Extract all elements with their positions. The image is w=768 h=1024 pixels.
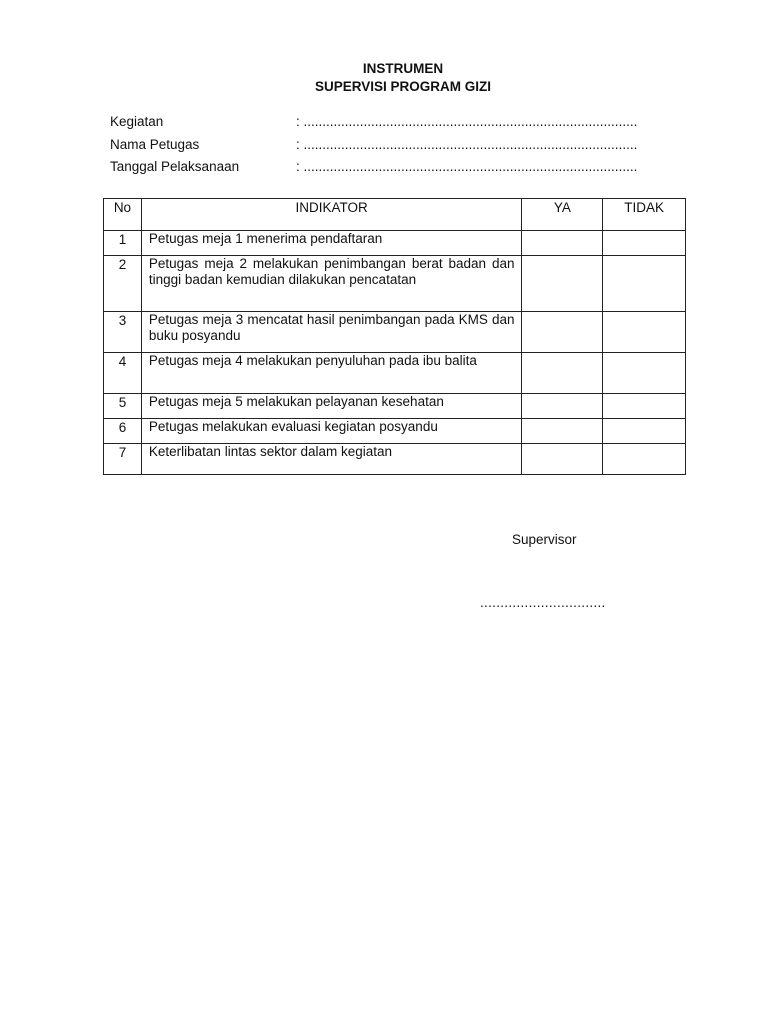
row-ya-cell[interactable] — [522, 312, 603, 353]
row-number-text: 4 — [118, 354, 127, 369]
table-header-row — [104, 199, 686, 231]
field-nama-petugas — [110, 135, 692, 155]
field-blank[interactable]: : ......................................................................................... — [296, 159, 638, 174]
row-tidak-cell[interactable] — [603, 419, 686, 444]
row-number-text: 1 — [118, 232, 127, 247]
row-tidak-cell[interactable] — [603, 444, 686, 475]
row-indikator — [141, 256, 522, 312]
header-indikator: INDIKATOR — [141, 199, 522, 231]
field-blank[interactable]: : ......................................................................................... — [296, 114, 638, 129]
row-number-text: 2 — [118, 257, 127, 272]
document-title: INSTRUMEN — [362, 61, 444, 76]
row-ya-cell[interactable] — [522, 256, 603, 312]
row-tidak-cell[interactable] — [603, 394, 686, 419]
row-tidak-cell[interactable] — [603, 353, 686, 394]
row-number-text: 5 — [118, 395, 127, 410]
row-ya-cell[interactable] — [522, 353, 603, 394]
row-tidak-cell[interactable] — [603, 256, 686, 312]
row-number — [104, 256, 142, 312]
field-label: Kegiatan — [110, 114, 164, 129]
header-no: No — [104, 199, 142, 231]
table-row — [104, 419, 686, 444]
field-label: Nama Petugas — [110, 137, 200, 152]
field-tanggal-pelaksanaan — [110, 157, 692, 177]
row-indikator — [141, 231, 522, 256]
table-row — [104, 231, 686, 256]
row-ya-cell[interactable] — [522, 394, 603, 419]
table-row — [104, 353, 686, 394]
row-indikator-text: Petugas meja 1 menerima pendaftaran — [148, 231, 383, 246]
row-indikator — [141, 419, 522, 444]
table-row — [104, 394, 686, 419]
row-tidak-cell[interactable] — [603, 231, 686, 256]
row-indikator-text: Petugas meja 3 mencatat hasil penimbangan pada KMS dan buku posyandu — [148, 312, 515, 343]
table-row — [104, 444, 686, 475]
row-ya-cell[interactable] — [522, 419, 603, 444]
row-number — [104, 231, 142, 256]
row-tidak-cell[interactable] — [603, 312, 686, 353]
signature-line[interactable]: ............................... — [480, 595, 606, 610]
row-indikator — [141, 444, 522, 475]
row-indikator — [141, 353, 522, 394]
row-indikator-text: Petugas melakukan evaluasi kegiatan posyandu — [148, 419, 438, 434]
row-indikator-text: Petugas meja 4 melakukan penyuluhan pada ibu balita — [148, 353, 477, 368]
row-indikator-text: Petugas meja 2 melakukan penimbangan berat badan dan tinggi badan kemudian dilakukan pencatatan — [148, 256, 515, 287]
field-kegiatan — [110, 112, 692, 132]
table-row — [104, 312, 686, 353]
row-ya-cell[interactable] — [522, 444, 603, 475]
row-number — [104, 419, 142, 444]
row-number-text: 7 — [118, 445, 127, 460]
row-indikator — [141, 394, 522, 419]
document-subtitle: SUPERVISI PROGRAM GIZI — [314, 79, 492, 94]
row-indikator-text: Petugas meja 5 melakukan pelayanan kesehatan — [148, 394, 444, 409]
field-blank[interactable]: : ......................................................................................... — [296, 137, 638, 152]
indicator-table — [103, 198, 686, 475]
row-number-text: 6 — [118, 420, 127, 435]
row-number — [104, 394, 142, 419]
table-row — [104, 256, 686, 312]
row-indikator-text: Keterlibatan lintas sektor dalam kegiatan — [148, 444, 393, 459]
field-label: Tanggal Pelaksanaan — [110, 159, 240, 174]
header-ya: YA — [522, 199, 603, 231]
signature-role: Supervisor — [512, 532, 577, 547]
row-number — [104, 312, 142, 353]
row-number — [104, 353, 142, 394]
row-indikator — [141, 312, 522, 353]
row-ya-cell[interactable] — [522, 231, 603, 256]
row-number-text: 3 — [118, 313, 127, 328]
row-number — [104, 444, 142, 475]
header-tidak: TIDAK — [603, 199, 686, 231]
